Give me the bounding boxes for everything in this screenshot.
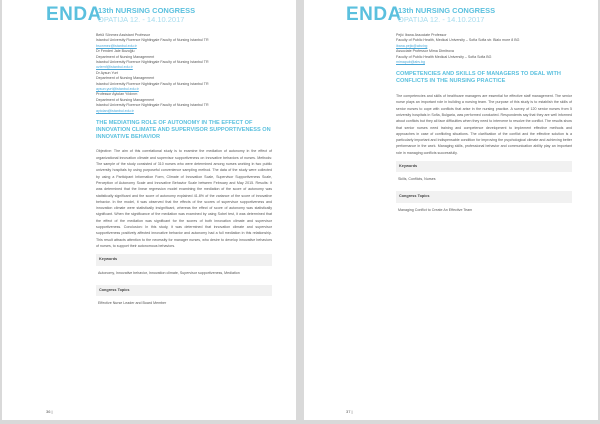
author-email-link[interactable]: ozlemf@istanbul.edu.tr	[96, 65, 133, 70]
author-line: Department of Nursing Management	[96, 76, 155, 81]
abstract-body	[396, 33, 572, 217]
congress-topics-label: Congress Topics	[96, 285, 272, 296]
keywords-value: Skills, Conflicts, Nurses	[398, 177, 436, 182]
author-email-link[interactable]: aytolan@istanbul.edu.tr	[96, 108, 134, 113]
author-email-link[interactable]: aysun.yurt@istanbul.edu.tr	[96, 87, 139, 92]
author-line: Istanbul University Florence Nightingale Faculty of Nursing Istanbul TR	[96, 38, 209, 43]
author-line: Dr Fenderi Jale Bozoğlu	[96, 49, 135, 54]
congress-title-block	[398, 6, 518, 24]
congress-dates: OPATIJA 12. - 14.10.2017	[398, 15, 485, 24]
left-page	[2, 0, 296, 420]
author-line: Betül Sönmez Assistant Professor	[96, 33, 151, 37]
right-page	[304, 0, 598, 420]
author-line: Dr Aysun Yurt	[96, 70, 118, 75]
author-line: Faculty of Public Health Medical University – Sofia Sofia BG	[396, 54, 492, 59]
author-line: Pejić Ibana Associate Professor	[396, 33, 447, 37]
abstract-text: Objective: The aim of this correlational study is to examine the mediation of autonomy in the effect of organizational innovation climate and supervisor supportiveness on innovative behaviors of nurses. Methods: The sample of the study consisted of 310 nurses who were determined among nurses working in two public university hospitals by using purposeful convenience sampling method. The data of the study were collected by using a Participant Information Form, Climate of Innovation Scale, Supervisor Supportiveness Scale, Perception of Autonomy Scale and Innovative Behavior Scale between February and May 2015. Results: It was determined that the linear regression model examining the mediation of the score of autonomy was statistically significant and the score of autonomy explained 41.8% of the variance of the score of innovative behavior. In the model, it was observed that the effects of the scores of supervisor supportiveness and innovation climate were statistically insignificant, whereas the effect of score of autonomy was statistically significant. When the significance of the mediation was examined by using Sobel test, it was determined that the effect of the mediation was significant for the scores of both innovation climate and supervisor supportiveness. Conclusion: In this study, it was determined that innovation climate and supervisor supportiveness positively affected innovative behavior and autonomy had a full mediation in this relationship. This result attracts attention to the necessity for manager nurses, who desire to develop innovative behaviors of nurses, to support their autonomous behaviors.	[96, 149, 272, 248]
author-line: Istanbul University Florence Nightingale Faculty of Nursing Istanbul TR	[96, 60, 209, 65]
enda-logo: ENDA	[346, 4, 402, 25]
author-line: Professor Aytolan Yıldırım	[96, 92, 138, 97]
congress-title-block	[98, 6, 218, 24]
page-number: 37 |	[346, 409, 353, 414]
author-email-link[interactable]: bsonmez@istanbul.edu.tr	[96, 43, 137, 48]
author-email-link[interactable]: ibana.pejic@abv.bg	[396, 43, 428, 48]
author-line: Istanbul University Florence Nightingale Faculty of Nursing Istanbul TR	[96, 103, 209, 108]
congress-name: 13th NURSING CONGRESS	[98, 6, 196, 15]
keywords-value: Autonomy, Innovative behavior, Innovation climate, Supervisor supportiveness, Mediation	[98, 270, 240, 275]
author-email-link[interactable]: mimapub@abv.bg	[396, 60, 425, 65]
author-list	[96, 33, 272, 114]
author-line: Faculty of Public Health, Medical University – Sofia Sofia str. Bialo more 8 BG	[396, 38, 520, 43]
paper-title: THE MEDIATING ROLE OF AUTONOMY IN THE EFFECT OF INNOVATION CLIMATE AND SUPERVISOR SUPPORTIVENESS ON INNOVATIVE BEHAVIOR	[96, 120, 271, 140]
author-line: Department of Nursing Management	[96, 54, 155, 59]
author-line: Istanbul University Florence Nightingale Faculty of Nursing Istanbul TR	[96, 81, 209, 86]
abstract-text: The competencies and skills of healthcare managers are essential for effective staff management. The senior nurse plays an important role in building a nursing team. The purpose of this study is to establish the skills of senior nurses to cope with conflicts that arise in the nursing practice. A survey of 120 senior nurses from 5 university hospitals in Sofia, Bulgaria, was performed conducted. Respondents say that they are well informed about conflicts but they all face difficulties when they need to intervene to resolve the conflict. The results show that senior nurses need training and competence development to implement effective methods and approaches in case of conflicting situations. The clarification of the conflict and the effective solution is a particularly important and indispensable condition for improving the psychological climate and achieving better performance in the work. Managing skills, professional behavior and communication ability play an important role in managing conflicts successfully.	[396, 94, 572, 155]
congress-topics-label: Congress Topics	[396, 191, 572, 202]
congress-topics-value: Managing Conflict to Create An Effective Team	[398, 207, 473, 212]
author-list	[396, 33, 572, 65]
keywords-label: Keywords	[396, 161, 572, 172]
author-line: Associate Professor Mima Dimitrova	[396, 49, 454, 54]
congress-name: 13th NURSING CONGRESS	[398, 6, 496, 15]
enda-logo: ENDA	[46, 4, 102, 25]
paper-title: COMPETENCIES AND SKILLS OF MANAGERS TO DEAL WITH CONFLICTS IN THE NURSING PRACTICE	[396, 71, 561, 85]
congress-dates: OPATIJA 12. - 14.10.2017	[98, 15, 185, 24]
abstract-body	[96, 33, 272, 310]
congress-topics-value: Effective Nurse Leader and Board Member	[98, 301, 167, 306]
keywords-label: Keywords	[96, 254, 272, 265]
page-number: 36 |	[46, 409, 53, 414]
author-line: Department of Nursing Management	[96, 97, 155, 102]
